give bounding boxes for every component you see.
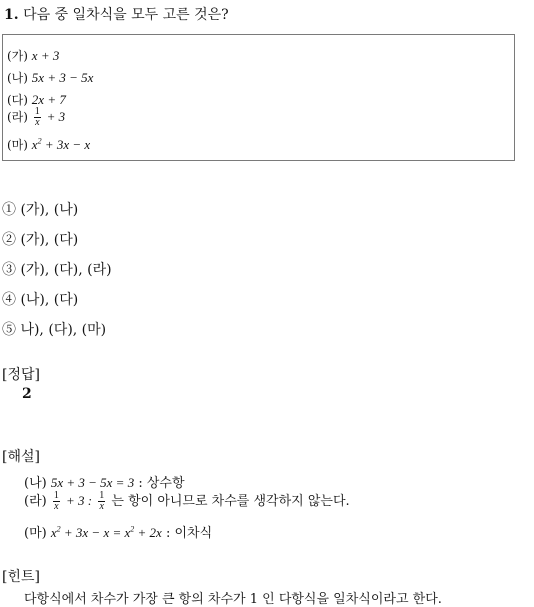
option-expr: 5x + 3 − 5x [31,70,94,85]
option-expr: + 3 [46,109,66,124]
hint-heading: [힌트] [2,569,40,585]
option-label: (라) [7,110,28,124]
explanation-line-3: (마) $x^2 + 3x - x = x^2 + 2x$ : 이차식 [24,524,213,541]
explanation-heading: [해설] [2,449,40,465]
choice-3[interactable]: ③ (가), (다), (라) [2,262,112,278]
choice-4[interactable]: ④ (나), (다) [2,292,79,308]
question [4,4,229,24]
choice-5[interactable]: ⑤ 나), (다), (마) [2,322,107,338]
option-row [7,136,90,153]
question-text: 다음 중 일차식을 모두 고른 것은? [23,7,229,23]
explanation-line-2: (라) $\frac{1}{x}$ + 3 : $\frac{1}{x}$ 는 항이 아니므로 차수를 생각하지 않는다. [24,490,350,512]
explanation-line-1: (나) 5x + 3 − 5x = 3 : 상수항 [24,475,185,491]
option-label: (다) [7,93,28,107]
option-fraction: $\frac{1}{x}$ [34,106,40,128]
question-number: 1. [4,7,19,23]
options-box [2,34,515,161]
option-label: (가) [7,49,28,63]
option-expr: x + 3 [31,48,60,63]
answer-heading: [정답] [2,367,40,383]
hint-text: 다항식에서 차수가 가장 큰 항의 차수가 1 인 다항식을 일차식이라고 한다. [24,592,442,607]
answer-value: 2 [22,386,32,402]
choice-1[interactable]: ① (가), (나) [2,202,79,218]
option-row [7,47,59,64]
option-row [7,107,65,128]
choice-2[interactable]: ② (가), (다) [2,232,79,248]
option-label: (나) [7,71,28,85]
option-label: (마) [7,138,28,152]
option-expr: 2x + 7 [31,92,66,107]
option-expr: $x^2 + 3x - x$ [31,136,91,152]
option-row [7,69,93,86]
